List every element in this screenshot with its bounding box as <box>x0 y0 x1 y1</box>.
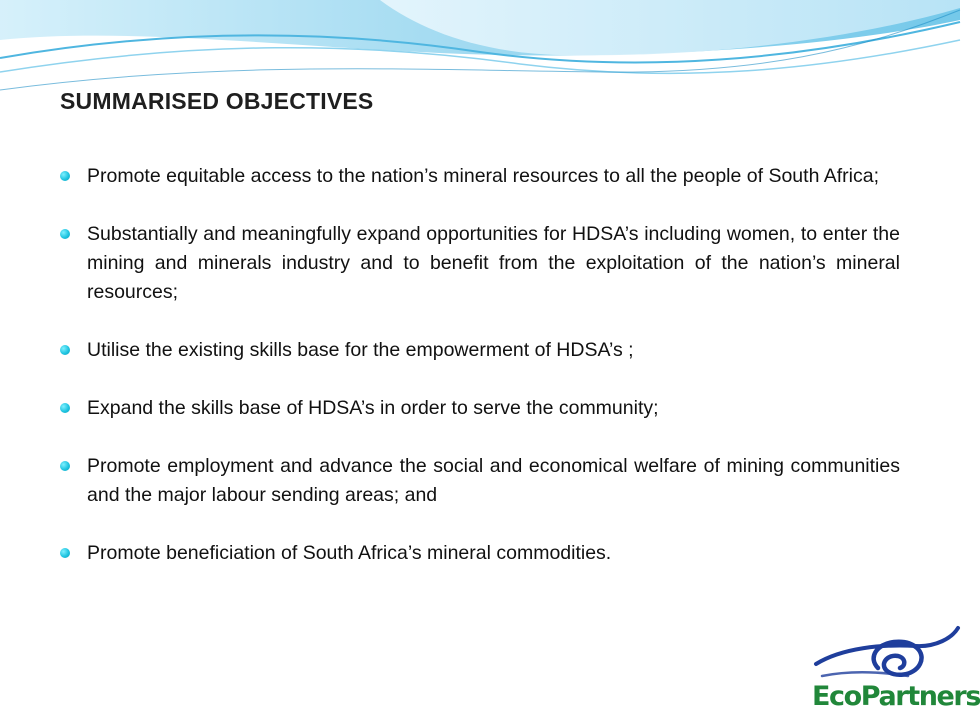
list-item <box>60 162 900 191</box>
objective-text: Expand the skills base of HDSA’s in order to serve the community; <box>87 397 659 419</box>
list-item <box>60 336 900 365</box>
objective-text: Promote beneficiation of South Africa’s mineral commodities. <box>87 542 612 564</box>
bullet-icon <box>60 548 70 558</box>
bullet-icon <box>60 403 70 413</box>
slide-title: SUMMARISED OBJECTIVES <box>60 88 374 114</box>
bullet-icon <box>60 171 70 181</box>
objective-text: Promote employment and advance the social and economical welfare of mining communities and the major labour sending areas; and <box>87 455 900 506</box>
list-item <box>60 394 900 423</box>
objective-text: Utilise the existing skills base for the empowerment of HDSA’s ; <box>87 339 634 361</box>
list-item <box>60 539 900 568</box>
swirl-logo-icon <box>812 618 960 688</box>
bullet-icon <box>60 229 70 239</box>
ecopartners-logo <box>812 618 980 720</box>
list-item <box>60 452 900 510</box>
bullet-icon <box>60 461 70 471</box>
objective-text: Promote equitable access to the nation’s mineral resources to all the people of South Africa; <box>87 165 880 187</box>
list-item <box>60 220 900 307</box>
logo-text: EcoPartners <box>812 681 980 712</box>
objectives-list <box>60 162 900 597</box>
objective-text: Substantially and meaningfully expand opportunities for HDSA’s including women, to enter the mining and minerals industry and to benefit from the exploitation of the nation’s mineral resources; <box>87 223 900 303</box>
bullet-icon <box>60 345 70 355</box>
